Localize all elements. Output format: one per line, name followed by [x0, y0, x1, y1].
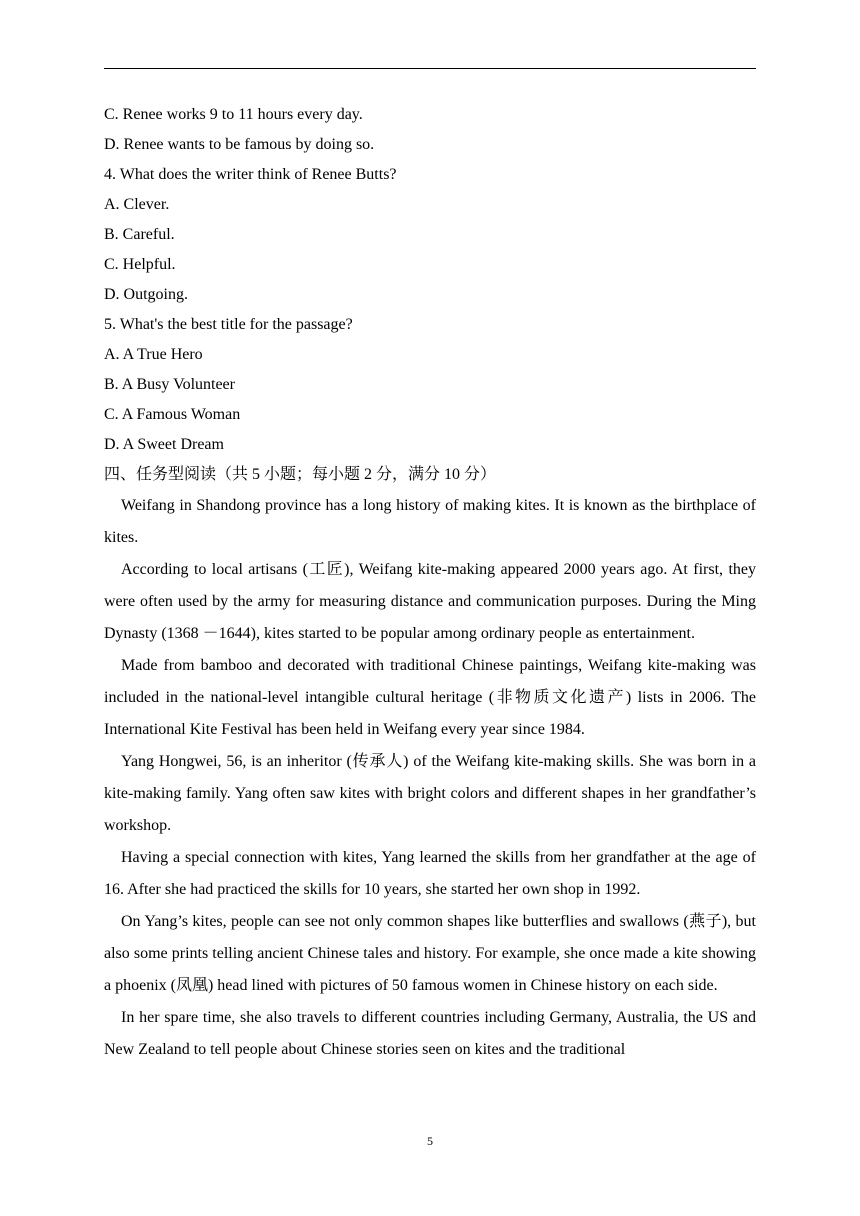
- option-4d: D. Outgoing.: [104, 286, 188, 303]
- question-5: 5. What's the best title for the passage?: [104, 316, 353, 333]
- passage-paragraph: According to local artisans (工匠), Weifang kite-making appeared 2000 years ago. At first, they were often used by the army for measuring distance and communication purposes. During the Ming Dynasty (1368 －1644), kites started to be popular among ordinary people as entertainment.: [104, 561, 756, 642]
- option-4c: C. Helpful.: [104, 256, 176, 273]
- passage-paragraph: Having a special connection with kites, Yang learned the skills from her grandfather at the age of 16. After she had practiced the skills for 10 years, she started her own shop in 1992.: [104, 849, 756, 898]
- reading-passage: [104, 490, 756, 1066]
- option-5c: C. A Famous Woman: [104, 406, 241, 423]
- header-rule: [104, 68, 756, 69]
- question-list: [104, 100, 756, 460]
- section-title: 四、任务型阅读（共 5 小题；每小题 2 分，满分 10 分）: [104, 466, 497, 483]
- passage-paragraph: Made from bamboo and decorated with traditional Chinese paintings, Weifang kite-making was included in the national-level intangible cultural heritage (非物质文化遗产) lists in 2006. The International Kite Festival has been held in Weifang every year since 1984.: [104, 657, 756, 738]
- option-5d: D. A Sweet Dream: [104, 436, 224, 453]
- passage-paragraph: Yang Hongwei, 56, is an inheritor (传承人) of the Weifang kite-making skills. She was born in a kite-making family. Yang often saw kites with bright colors and different shapes in her grandfather’s workshop.: [104, 753, 756, 834]
- page-number: 5: [427, 1134, 433, 1148]
- passage-paragraph: On Yang’s kites, people can see not only common shapes like butterflies and swallows (燕子), but also some prints telling ancient Chinese tales and history. For example, she once made a kite showing a phoenix (凤凰) head lined with pictures of 50 famous women in Chinese history on each side.: [104, 913, 756, 994]
- passage-paragraph: Weifang in Shandong province has a long history of making kites. It is known as the birthplace of kites.: [104, 497, 756, 546]
- option-4b: B. Careful.: [104, 226, 175, 243]
- option-5a: A. A True Hero: [104, 346, 203, 363]
- option-4a: A. Clever.: [104, 196, 170, 213]
- option-3d: D. Renee wants to be famous by doing so.: [104, 136, 375, 153]
- question-4: 4. What does the writer think of Renee Butts?: [104, 166, 397, 183]
- passage-paragraph: In her spare time, she also travels to different countries including Germany, Australia, the US and New Zealand to tell people about Chinese stories seen on kites and the traditional: [104, 1009, 756, 1058]
- option-5b: B. A Busy Volunteer: [104, 376, 235, 393]
- option-3c: C. Renee works 9 to 11 hours every day.: [104, 106, 363, 123]
- document-body: [104, 100, 756, 1066]
